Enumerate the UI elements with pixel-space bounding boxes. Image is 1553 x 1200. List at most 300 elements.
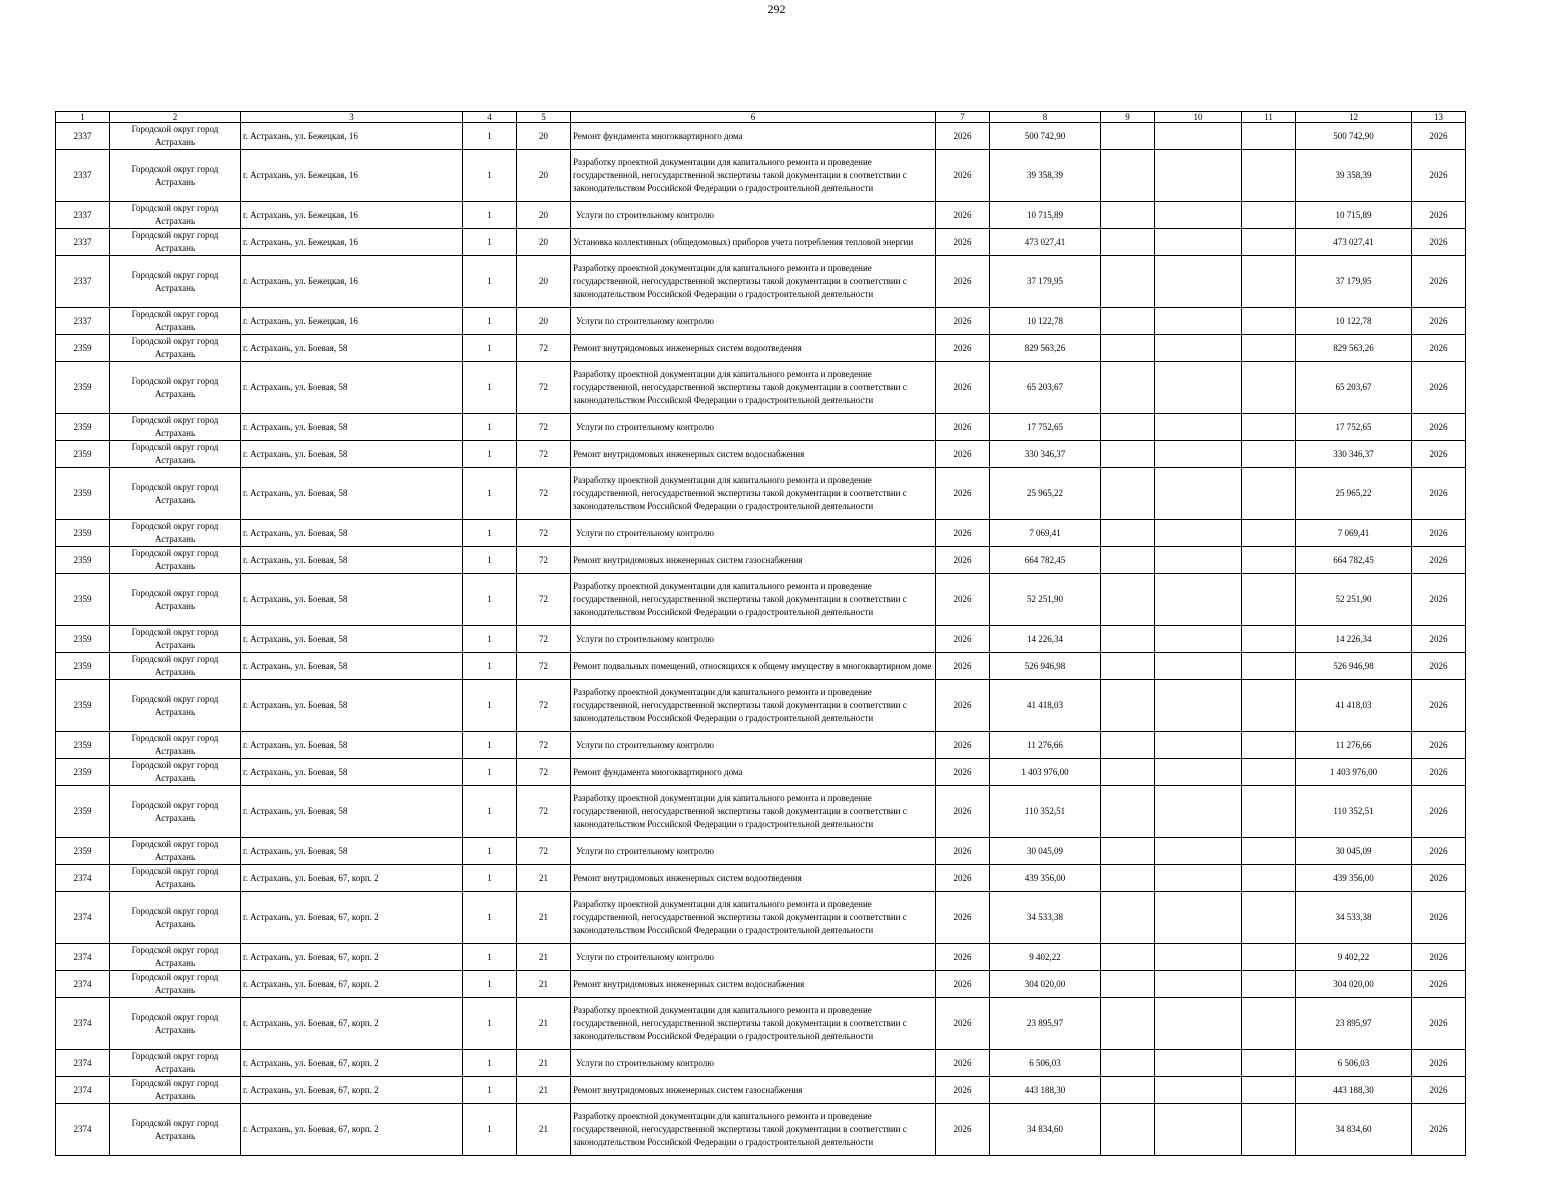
- cost-cell: 110 352,51: [990, 786, 1101, 838]
- col9-cell: [1101, 653, 1155, 680]
- col5-cell: 21: [517, 1077, 571, 1104]
- end-year-cell: 2026: [1412, 202, 1466, 229]
- col10-cell: [1155, 892, 1242, 944]
- col9-cell: [1101, 680, 1155, 732]
- col5-cell: 72: [517, 732, 571, 759]
- year-cell: 2026: [936, 838, 990, 865]
- cost-cell: 9 402,22: [990, 944, 1101, 971]
- row-id-cell: 2359: [56, 786, 110, 838]
- col4-cell: 1: [463, 574, 517, 626]
- municipality-cell: Городской округ город Астрахань: [110, 468, 241, 520]
- year-cell: 2026: [936, 626, 990, 653]
- col11-cell: [1242, 123, 1296, 150]
- cost-cell: 17 752,65: [990, 414, 1101, 441]
- col5-cell: 72: [517, 626, 571, 653]
- table-row: [56, 1077, 1466, 1104]
- municipality-cell: Городской округ город Астрахань: [110, 944, 241, 971]
- work-type-cell: Разработку проектной документации для капитального ремонта и проведение государственной, негосударственной экспертизы такой документации в соответствии с законодательством Российской Федерации о градостроительной деятельности: [571, 998, 936, 1050]
- end-year-cell: 2026: [1412, 1104, 1466, 1156]
- end-year-cell: 2026: [1412, 998, 1466, 1050]
- cost-cell: 25 965,22: [990, 468, 1101, 520]
- col9-cell: [1101, 998, 1155, 1050]
- table-row: [56, 362, 1466, 414]
- col4-cell: 1: [463, 998, 517, 1050]
- municipality-cell: Городской округ город Астрахань: [110, 308, 241, 335]
- col5-cell: 72: [517, 653, 571, 680]
- row-id-cell: 2374: [56, 892, 110, 944]
- address-cell: г. Астрахань, ул. Боевая, 58: [241, 732, 463, 759]
- row-id-cell: 2337: [56, 308, 110, 335]
- col10-cell: [1155, 680, 1242, 732]
- table-row: [56, 838, 1466, 865]
- col11-cell: [1242, 653, 1296, 680]
- table-row: [56, 732, 1466, 759]
- work-type-cell: Ремонт подвальных помещений, относящихся к общему имуществу в многоквартирном доме: [571, 653, 936, 680]
- row-id-cell: 2359: [56, 653, 110, 680]
- end-year-cell: 2026: [1412, 150, 1466, 202]
- cost-cell: 10 715,89: [990, 202, 1101, 229]
- col10-cell: [1155, 362, 1242, 414]
- col11-cell: [1242, 838, 1296, 865]
- row-id-cell: 2337: [56, 229, 110, 256]
- table-row: [56, 759, 1466, 786]
- year-cell: 2026: [936, 998, 990, 1050]
- col5-cell: 72: [517, 759, 571, 786]
- year-cell: 2026: [936, 150, 990, 202]
- total-cell: 39 358,39: [1296, 150, 1412, 202]
- col5-cell: 72: [517, 838, 571, 865]
- row-id-cell: 2359: [56, 574, 110, 626]
- work-type-cell: Разработку проектной документации для капитального ремонта и проведение государственной, негосударственной экспертизы такой документации в соответствии с законодательством Российской Федерации о градостроительной деятельности: [571, 256, 936, 308]
- cost-cell: 34 533,38: [990, 892, 1101, 944]
- end-year-cell: 2026: [1412, 786, 1466, 838]
- col9-cell: [1101, 1077, 1155, 1104]
- address-cell: г. Астрахань, ул. Боевая, 67, корп. 2: [241, 1104, 463, 1156]
- municipality-cell: Городской округ город Астрахань: [110, 838, 241, 865]
- row-id-cell: 2359: [56, 680, 110, 732]
- row-id-cell: 2374: [56, 865, 110, 892]
- municipality-cell: Городской округ город Астрахань: [110, 574, 241, 626]
- table-row: [56, 865, 1466, 892]
- end-year-cell: 2026: [1412, 653, 1466, 680]
- work-type-cell: Ремонт внутридомовых инженерных систем водоснабжения: [571, 441, 936, 468]
- end-year-cell: 2026: [1412, 838, 1466, 865]
- year-cell: 2026: [936, 1104, 990, 1156]
- table-row: [56, 944, 1466, 971]
- year-cell: 2026: [936, 441, 990, 468]
- year-cell: 2026: [936, 653, 990, 680]
- col10-cell: [1155, 229, 1242, 256]
- row-id-cell: 2337: [56, 256, 110, 308]
- total-cell: 34 533,38: [1296, 892, 1412, 944]
- municipality-cell: Городской округ город Астрахань: [110, 865, 241, 892]
- col5-cell: 72: [517, 414, 571, 441]
- municipality-cell: Городской округ город Астрахань: [110, 680, 241, 732]
- col11-cell: [1242, 468, 1296, 520]
- table-row: [56, 680, 1466, 732]
- year-cell: 2026: [936, 865, 990, 892]
- work-type-cell: Услуги по строительному контролю: [571, 414, 936, 441]
- col11-cell: [1242, 441, 1296, 468]
- total-cell: 65 203,67: [1296, 362, 1412, 414]
- end-year-cell: 2026: [1412, 759, 1466, 786]
- col10-cell: [1155, 520, 1242, 547]
- col10-cell: [1155, 308, 1242, 335]
- total-cell: 330 346,37: [1296, 441, 1412, 468]
- work-type-cell: Разработку проектной документации для капитального ремонта и проведение государственной, негосударственной экспертизы такой документации в соответствии с законодательством Российской Федерации о градостроительной деятельности: [571, 786, 936, 838]
- col5-cell: 72: [517, 441, 571, 468]
- col9-cell: [1101, 441, 1155, 468]
- page-number: 292: [767, 2, 786, 16]
- year-cell: 2026: [936, 123, 990, 150]
- col4-cell: 1: [463, 123, 517, 150]
- col4-cell: 1: [463, 892, 517, 944]
- col4-cell: 1: [463, 626, 517, 653]
- col11-cell: [1242, 308, 1296, 335]
- municipality-cell: Городской округ город Астрахань: [110, 150, 241, 202]
- end-year-cell: 2026: [1412, 971, 1466, 998]
- col9-cell: [1101, 362, 1155, 414]
- col5-cell: 21: [517, 971, 571, 998]
- col10-cell: [1155, 468, 1242, 520]
- work-type-cell: Услуги по строительному контролю: [571, 308, 936, 335]
- col10-cell: [1155, 971, 1242, 998]
- col4-cell: 1: [463, 786, 517, 838]
- table-row: [56, 229, 1466, 256]
- row-id-cell: 2374: [56, 1077, 110, 1104]
- total-cell: 30 045,09: [1296, 838, 1412, 865]
- address-cell: г. Астрахань, ул. Боевая, 67, корп. 2: [241, 944, 463, 971]
- work-type-cell: Ремонт внутридомовых инженерных систем водоотведения: [571, 865, 936, 892]
- col9-cell: [1101, 574, 1155, 626]
- municipality-cell: Городской округ город Астрахань: [110, 335, 241, 362]
- col10-cell: [1155, 123, 1242, 150]
- col5-cell: 20: [517, 202, 571, 229]
- col10-cell: [1155, 838, 1242, 865]
- municipality-cell: Городской округ город Астрахань: [110, 1104, 241, 1156]
- work-type-cell: Ремонт внутридомовых инженерных систем газоснабжения: [571, 547, 936, 574]
- work-type-cell: Установка коллективных (общедомовых) приборов учета потребления тепловой энергии: [571, 229, 936, 256]
- col9-cell: [1101, 308, 1155, 335]
- address-cell: г. Астрахань, ул. Боевая, 67, корп. 2: [241, 1077, 463, 1104]
- end-year-cell: 2026: [1412, 229, 1466, 256]
- municipality-cell: Городской округ город Астрахань: [110, 759, 241, 786]
- col9-cell: [1101, 1050, 1155, 1077]
- total-cell: 52 251,90: [1296, 574, 1412, 626]
- col11-cell: [1242, 759, 1296, 786]
- year-cell: 2026: [936, 468, 990, 520]
- col10-cell: [1155, 441, 1242, 468]
- end-year-cell: 2026: [1412, 414, 1466, 441]
- year-cell: 2026: [936, 759, 990, 786]
- column-number: 12: [1296, 112, 1412, 123]
- row-id-cell: 2374: [56, 944, 110, 971]
- col4-cell: 1: [463, 971, 517, 998]
- col4-cell: 1: [463, 759, 517, 786]
- col11-cell: [1242, 520, 1296, 547]
- cost-cell: 330 346,37: [990, 441, 1101, 468]
- work-type-cell: Услуги по строительному контролю: [571, 520, 936, 547]
- row-id-cell: 2374: [56, 1050, 110, 1077]
- col5-cell: 21: [517, 865, 571, 892]
- cost-cell: 500 742,90: [990, 123, 1101, 150]
- address-cell: г. Астрахань, ул. Боевая, 58: [241, 520, 463, 547]
- municipality-cell: Городской округ город Астрахань: [110, 123, 241, 150]
- col5-cell: 20: [517, 256, 571, 308]
- end-year-cell: 2026: [1412, 308, 1466, 335]
- table-row: [56, 998, 1466, 1050]
- address-cell: г. Астрахань, ул. Боевая, 58: [241, 626, 463, 653]
- total-cell: 7 069,41: [1296, 520, 1412, 547]
- col9-cell: [1101, 335, 1155, 362]
- end-year-cell: 2026: [1412, 520, 1466, 547]
- work-type-cell: Услуги по строительному контролю: [571, 1050, 936, 1077]
- column-number: 11: [1242, 112, 1296, 123]
- col9-cell: [1101, 786, 1155, 838]
- address-cell: г. Астрахань, ул. Боевая, 58: [241, 759, 463, 786]
- work-type-cell: Разработку проектной документации для капитального ремонта и проведение государственной, негосударственной экспертизы такой документации в соответствии с законодательством Российской Федерации о градостроительной деятельности: [571, 1104, 936, 1156]
- work-type-cell: Ремонт внутридомовых инженерных систем водоснабжения: [571, 971, 936, 998]
- row-id-cell: 2337: [56, 150, 110, 202]
- col5-cell: 20: [517, 229, 571, 256]
- address-cell: г. Астрахань, ул. Боевая, 67, корп. 2: [241, 998, 463, 1050]
- column-number: 1: [56, 112, 110, 123]
- table-row: [56, 468, 1466, 520]
- column-number: 6: [571, 112, 936, 123]
- work-type-cell: Ремонт внутридомовых инженерных систем газоснабжения: [571, 1077, 936, 1104]
- year-cell: 2026: [936, 1077, 990, 1104]
- col10-cell: [1155, 653, 1242, 680]
- table-row: [56, 308, 1466, 335]
- municipality-cell: Городской округ город Астрахань: [110, 229, 241, 256]
- municipality-cell: Городской округ город Астрахань: [110, 362, 241, 414]
- cost-cell: 1 403 976,00: [990, 759, 1101, 786]
- end-year-cell: 2026: [1412, 892, 1466, 944]
- col4-cell: 1: [463, 653, 517, 680]
- address-cell: г. Астрахань, ул. Боевая, 67, корп. 2: [241, 865, 463, 892]
- table-row: [56, 547, 1466, 574]
- col10-cell: [1155, 574, 1242, 626]
- col9-cell: [1101, 892, 1155, 944]
- col5-cell: 72: [517, 362, 571, 414]
- col10-cell: [1155, 1104, 1242, 1156]
- work-type-cell: Разработку проектной документации для капитального ремонта и проведение государственной, негосударственной экспертизы такой документации в соответствии с законодательством Российской Федерации о градостроительной деятельности: [571, 574, 936, 626]
- row-id-cell: 2359: [56, 626, 110, 653]
- col10-cell: [1155, 414, 1242, 441]
- row-id-cell: 2374: [56, 998, 110, 1050]
- cost-cell: 11 276,66: [990, 732, 1101, 759]
- col5-cell: 21: [517, 1050, 571, 1077]
- year-cell: 2026: [936, 547, 990, 574]
- col4-cell: 1: [463, 732, 517, 759]
- total-cell: 829 563,26: [1296, 335, 1412, 362]
- col5-cell: 72: [517, 786, 571, 838]
- row-id-cell: 2374: [56, 971, 110, 998]
- cost-cell: 526 946,98: [990, 653, 1101, 680]
- col9-cell: [1101, 971, 1155, 998]
- column-number: 10: [1155, 112, 1242, 123]
- work-type-cell: Услуги по строительному контролю: [571, 732, 936, 759]
- municipality-cell: Городской округ город Астрахань: [110, 998, 241, 1050]
- col11-cell: [1242, 256, 1296, 308]
- cost-cell: 39 358,39: [990, 150, 1101, 202]
- col4-cell: 1: [463, 680, 517, 732]
- col11-cell: [1242, 892, 1296, 944]
- end-year-cell: 2026: [1412, 362, 1466, 414]
- work-type-cell: Услуги по строительному контролю: [571, 626, 936, 653]
- municipality-cell: Городской округ город Астрахань: [110, 971, 241, 998]
- address-cell: г. Астрахань, ул. Бежецкая, 16: [241, 308, 463, 335]
- end-year-cell: 2026: [1412, 441, 1466, 468]
- col4-cell: 1: [463, 1104, 517, 1156]
- total-cell: 1 403 976,00: [1296, 759, 1412, 786]
- col4-cell: 1: [463, 468, 517, 520]
- table-row: [56, 1104, 1466, 1156]
- col9-cell: [1101, 626, 1155, 653]
- address-cell: г. Астрахань, ул. Боевая, 67, корп. 2: [241, 1050, 463, 1077]
- col9-cell: [1101, 759, 1155, 786]
- address-cell: г. Астрахань, ул. Боевая, 58: [241, 786, 463, 838]
- col5-cell: 72: [517, 335, 571, 362]
- total-cell: 110 352,51: [1296, 786, 1412, 838]
- col5-cell: 21: [517, 892, 571, 944]
- year-cell: 2026: [936, 574, 990, 626]
- col9-cell: [1101, 256, 1155, 308]
- repair-program-table: [55, 111, 1466, 1156]
- col9-cell: [1101, 414, 1155, 441]
- address-cell: г. Астрахань, ул. Боевая, 58: [241, 680, 463, 732]
- municipality-cell: Городской округ город Астрахань: [110, 732, 241, 759]
- total-cell: 439 356,00: [1296, 865, 1412, 892]
- col9-cell: [1101, 123, 1155, 150]
- column-number: 2: [110, 112, 241, 123]
- col4-cell: 1: [463, 308, 517, 335]
- col10-cell: [1155, 335, 1242, 362]
- year-cell: 2026: [936, 202, 990, 229]
- col10-cell: [1155, 759, 1242, 786]
- year-cell: 2026: [936, 362, 990, 414]
- table-row: [56, 520, 1466, 547]
- work-type-cell: Разработку проектной документации для капитального ремонта и проведение государственной, негосударственной экспертизы такой документации в соответствии с законодательством Российской Федерации о градостроительной деятельности: [571, 150, 936, 202]
- end-year-cell: 2026: [1412, 732, 1466, 759]
- column-number: 13: [1412, 112, 1466, 123]
- address-cell: г. Астрахань, ул. Боевая, 58: [241, 468, 463, 520]
- column-number: 8: [990, 112, 1101, 123]
- col9-cell: [1101, 520, 1155, 547]
- work-type-cell: Разработку проектной документации для капитального ремонта и проведение государственной, негосударственной экспертизы такой документации в соответствии с законодательством Российской Федерации о градостроительной деятельности: [571, 680, 936, 732]
- row-id-cell: 2359: [56, 441, 110, 468]
- col9-cell: [1101, 468, 1155, 520]
- col4-cell: 1: [463, 256, 517, 308]
- row-id-cell: 2359: [56, 838, 110, 865]
- address-cell: г. Астрахань, ул. Бежецкая, 16: [241, 123, 463, 150]
- total-cell: 443 188,30: [1296, 1077, 1412, 1104]
- col11-cell: [1242, 944, 1296, 971]
- col9-cell: [1101, 732, 1155, 759]
- year-cell: 2026: [936, 414, 990, 441]
- cost-cell: 23 895,97: [990, 998, 1101, 1050]
- col10-cell: [1155, 1077, 1242, 1104]
- end-year-cell: 2026: [1412, 256, 1466, 308]
- total-cell: 41 418,03: [1296, 680, 1412, 732]
- municipality-cell: Городской округ город Астрахань: [110, 414, 241, 441]
- year-cell: 2026: [936, 1050, 990, 1077]
- total-cell: 25 965,22: [1296, 468, 1412, 520]
- col4-cell: 1: [463, 547, 517, 574]
- col11-cell: [1242, 865, 1296, 892]
- col5-cell: 72: [517, 680, 571, 732]
- col5-cell: 72: [517, 520, 571, 547]
- row-id-cell: 2359: [56, 520, 110, 547]
- address-cell: г. Астрахань, ул. Боевая, 58: [241, 653, 463, 680]
- total-cell: 10 715,89: [1296, 202, 1412, 229]
- col11-cell: [1242, 786, 1296, 838]
- address-cell: г. Астрахань, ул. Боевая, 67, корп. 2: [241, 892, 463, 944]
- col5-cell: 20: [517, 123, 571, 150]
- end-year-cell: 2026: [1412, 1050, 1466, 1077]
- col5-cell: 72: [517, 547, 571, 574]
- municipality-cell: Городской округ город Астрахань: [110, 786, 241, 838]
- col9-cell: [1101, 202, 1155, 229]
- address-cell: г. Астрахань, ул. Боевая, 58: [241, 335, 463, 362]
- end-year-cell: 2026: [1412, 123, 1466, 150]
- year-cell: 2026: [936, 680, 990, 732]
- address-cell: г. Астрахань, ул. Боевая, 58: [241, 441, 463, 468]
- col10-cell: [1155, 944, 1242, 971]
- col4-cell: 1: [463, 335, 517, 362]
- col4-cell: 1: [463, 944, 517, 971]
- col4-cell: 1: [463, 838, 517, 865]
- col10-cell: [1155, 786, 1242, 838]
- cost-cell: 664 782,45: [990, 547, 1101, 574]
- cost-cell: 37 179,95: [990, 256, 1101, 308]
- table-row: [56, 441, 1466, 468]
- col4-cell: 1: [463, 1050, 517, 1077]
- table-row: [56, 786, 1466, 838]
- year-cell: 2026: [936, 971, 990, 998]
- address-cell: г. Астрахань, ул. Бежецкая, 16: [241, 202, 463, 229]
- col4-cell: 1: [463, 202, 517, 229]
- col5-cell: 72: [517, 468, 571, 520]
- year-cell: 2026: [936, 732, 990, 759]
- col11-cell: [1242, 362, 1296, 414]
- col5-cell: 20: [517, 308, 571, 335]
- row-id-cell: 2374: [56, 1104, 110, 1156]
- municipality-cell: Городской округ город Астрахань: [110, 547, 241, 574]
- cost-cell: 10 122,78: [990, 308, 1101, 335]
- total-cell: 473 027,41: [1296, 229, 1412, 256]
- col9-cell: [1101, 229, 1155, 256]
- col10-cell: [1155, 626, 1242, 653]
- col10-cell: [1155, 202, 1242, 229]
- col4-cell: 1: [463, 865, 517, 892]
- table-row: [56, 123, 1466, 150]
- col9-cell: [1101, 150, 1155, 202]
- column-number: 3: [241, 112, 463, 123]
- cost-cell: 6 506,03: [990, 1050, 1101, 1077]
- col4-cell: 1: [463, 414, 517, 441]
- col5-cell: 21: [517, 998, 571, 1050]
- col4-cell: 1: [463, 520, 517, 547]
- col9-cell: [1101, 865, 1155, 892]
- year-cell: 2026: [936, 520, 990, 547]
- address-cell: г. Астрахань, ул. Бежецкая, 16: [241, 229, 463, 256]
- col9-cell: [1101, 838, 1155, 865]
- year-cell: 2026: [936, 335, 990, 362]
- table-row: [56, 574, 1466, 626]
- table-body: [56, 112, 1466, 1156]
- col9-cell: [1101, 944, 1155, 971]
